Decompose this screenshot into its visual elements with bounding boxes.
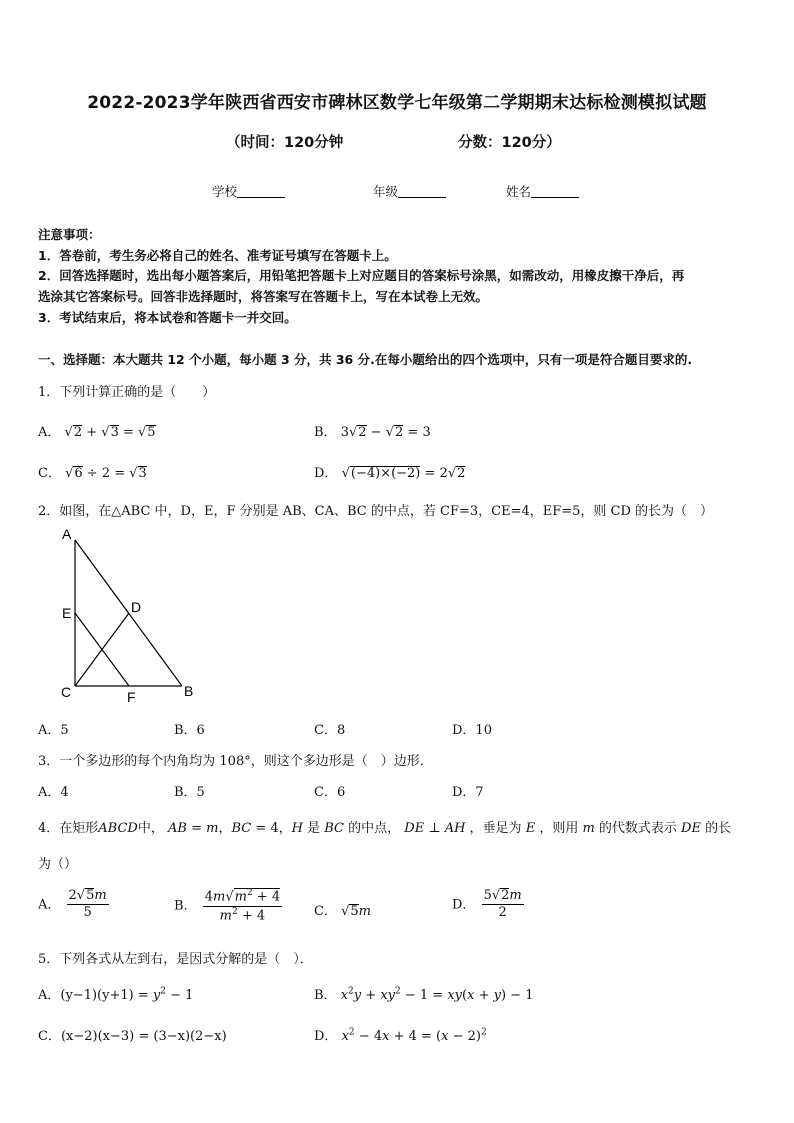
question-4-stem: 4．在矩形ABCD中， AB = m，BC = 4，H 是 BC 的中点， DE ⊥ AH ，垂足为 E ，则用 m 的代数式表示 DE 的长 [38,821,732,836]
label-f: F [127,689,136,705]
q3-option-c: C．6 [314,785,346,800]
q3-option-d: D．7 [452,785,484,800]
q1-option-d: D． √(−4)×(−2) = 2√2 [314,466,466,481]
label-a: A [62,526,72,542]
label-c: C [61,684,72,700]
q2-option-c: C．8 [314,723,346,738]
notice-item: 选涂其它答案标号。回答非选择题时，将答案写在答题卡上，写在本试卷上无效。 [38,289,489,304]
section-heading: 一、选择题：本大题共 12 个小题，每小题 3 分，共 36 分.在每小题给出的四个选项中，只有一项是符合题目要求的. [38,352,693,367]
q2-option-d: D．10 [452,723,492,738]
q5-option-a: A．$(y-1)(y+1) = y^2 - 1$ [38,986,194,1003]
q2-option-a: A．5 [38,723,69,738]
grade-label: 年级 [373,184,399,199]
school-blank [237,185,285,198]
q1-option-d-formula: √(−4)×(−2) = 2√2 [341,466,466,481]
q3-option-b: B．5 [174,785,205,800]
q1-option-a-formula: √2 + √3 = √5 [64,425,156,440]
question-4-stem-cont: 为（） [38,857,78,872]
question-2-stem: 2．如图，在△ABC 中，D，E，F 分别是 AB、CA、BC 的中点，若 CF=3，CE=4，EF=5，则 CD 的长为（ ） [38,504,714,519]
grade-blank [398,185,446,198]
notice-item: 3．考试结束后，将本试卷和答题卡一并交回。 [38,310,297,325]
notice-item: 1．答卷前，考生务必将自己的姓名、准考证号填写在答题卡上。 [38,248,397,263]
question-5-stem: 5．下列各式从左到右，是因式分解的是（ ）． [38,952,313,967]
time-label: （时间：120分钟 [226,135,344,151]
grade-field [373,182,446,200]
question-1-stem: 1．下列计算正确的是（ ） [38,385,216,400]
notice-item: 2．回答选择题时，选出每小题答案后，用铅笔把答题卡上对应题目的答案标号涂黑，如需改动，用橡皮擦干净后，再 [38,268,685,283]
name-blank [531,185,579,198]
question-3-stem: 3．一个多边形的每个内角均为 108°，则这个多边形是（ ）边形． [38,754,433,769]
q4-option-a: A． $\frac{2√5m}{5}$ [38,888,107,921]
score-label: 分数：120分） [458,135,561,151]
label-d: D [131,599,142,615]
exam-title: 2022-2023学年陕西省西安市碑林区数学七年级第二学期期末达标检测模拟试题 [87,93,707,113]
q3-option-a: A．4 [38,785,69,800]
q1-option-b: B． 3√2 − √2 = 3 [314,425,431,440]
school-label: 学校 [212,184,238,199]
name-label: 姓名 [506,184,532,199]
triangle-figure [56,526,206,706]
q5-option-c: C．(x−2)(x−3) = (3−x)(2−x) [38,1029,227,1044]
q1-option-a: A． √2 + √3 = √5 [38,425,156,440]
q5-option-d: D． $x^2 - 4x + 4 = (x - 2)^2$ [314,1027,487,1044]
school-field [212,182,285,200]
q2-option-b: B．6 [174,723,205,738]
q4-option-d: D． $\frac{5√2m}{2}$ [452,888,522,921]
q1-option-b-formula: 3√2 − √2 = 3 [340,425,431,440]
label-e: E [62,605,72,621]
q5-option-b: B． $x^2y + xy^2 - 1 = xy(x + y) - 1$ [314,986,534,1003]
q1-option-c: C． √6 ÷ 2 = √3 [38,466,147,481]
q4-option-b: B． $\frac{4m√m^2 + 4}{m^2 + 4}$ [174,888,281,923]
name-field [506,182,579,200]
q1-option-c-formula: √6 ÷ 2 = √3 [65,466,147,481]
notice-heading: 注意事项： [38,227,101,242]
q4-option-c: C． √5m [314,904,371,919]
label-b: B [184,683,194,699]
